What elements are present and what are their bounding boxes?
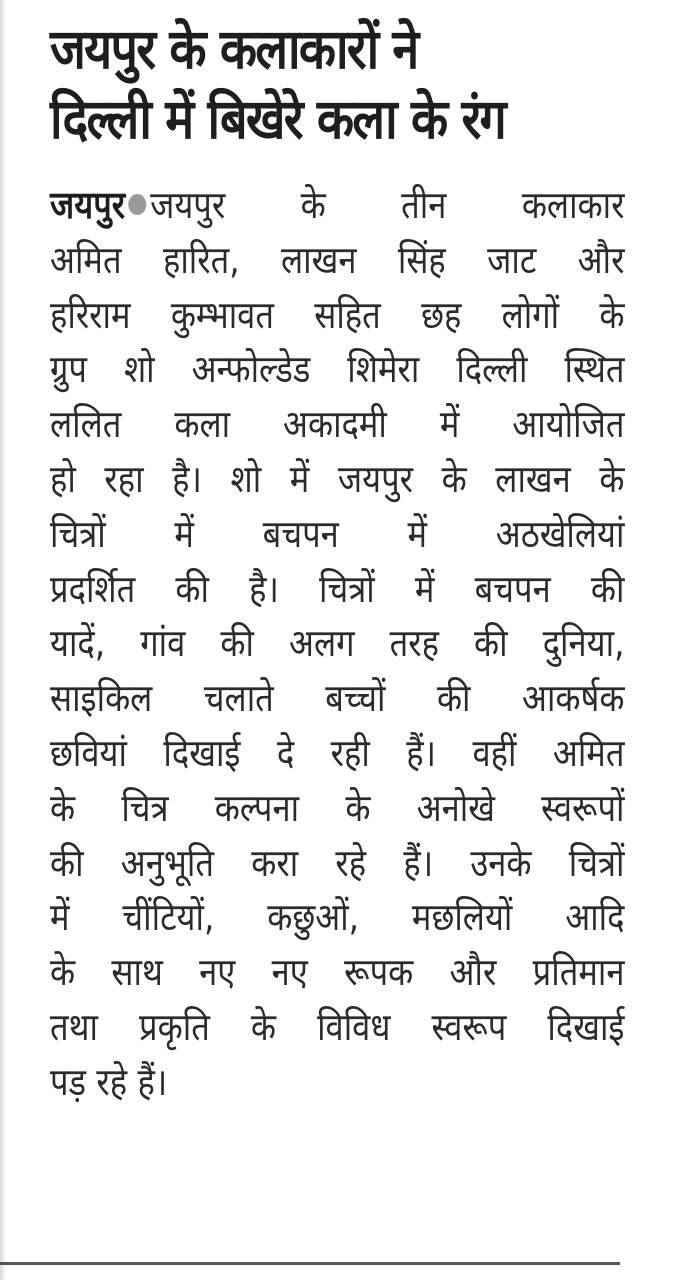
news-article: [50, 14, 625, 1110]
body-line-1: [50, 178, 624, 233]
body-line-13: की अनुभूति करा रहे हैं। उनके चित्रों: [50, 840, 625, 885]
body-line-16: तथा प्रकृति के विविध स्वरूप दिखाई: [50, 1004, 625, 1049]
body-line-2: अमित हारित, लाखन सिंह जाट और: [50, 237, 625, 282]
headline-line-2: दिल्ली में बिखेरे कला के रंग: [50, 87, 505, 151]
dateline: जयपुर: [50, 183, 126, 227]
bullet-dot-icon: [129, 194, 147, 215]
body-line-1-text: जयपुर के तीन कलाकार: [150, 183, 625, 227]
article-body: [50, 178, 625, 1110]
body-line-6: हो रहा है। शो में जयपुर के लाखन के: [50, 456, 625, 501]
body-line-14: में चींटियों, कछुओं, मछलियों आदि: [50, 895, 625, 940]
body-line-17: पड़ रहे हैं।: [50, 1059, 168, 1104]
headline: [50, 14, 626, 154]
body-line-9: यादें, गांव की अलग तरह की दुनिया,: [50, 621, 625, 666]
body-line-15: के साथ नए नए रूपक और प्रतिमान: [50, 950, 625, 995]
body-line-8: प्रदर्शित की है। चित्रों में बचपन की: [50, 566, 625, 611]
body-line-10: साइकिल चलाते बच्चों की आकर्षक: [50, 676, 625, 721]
body-line-12: के चित्र कल्पना के अनोखे स्वरूपों: [50, 785, 625, 830]
body-line-11: छवियां दिखाई दे रही हैं। वहीं अमित: [50, 730, 625, 775]
body-line-7: चित्रों में बचपन में अठखेलियां: [50, 511, 625, 556]
headline-line-1: जयपुर के कलाकारों ने: [50, 17, 418, 81]
body-line-3: हरिराम कुम्भावत सहित छह लोगों के: [50, 292, 625, 337]
body-line-4: ग्रुप शो अन्फोल्डेड शिमेरा दिल्ली स्थित: [50, 347, 625, 392]
body-line-5: ललित कला अकादमी में आयोजित: [50, 402, 625, 447]
bottom-divider: [0, 1262, 620, 1265]
page-fold-shadow: [0, 0, 6, 1280]
